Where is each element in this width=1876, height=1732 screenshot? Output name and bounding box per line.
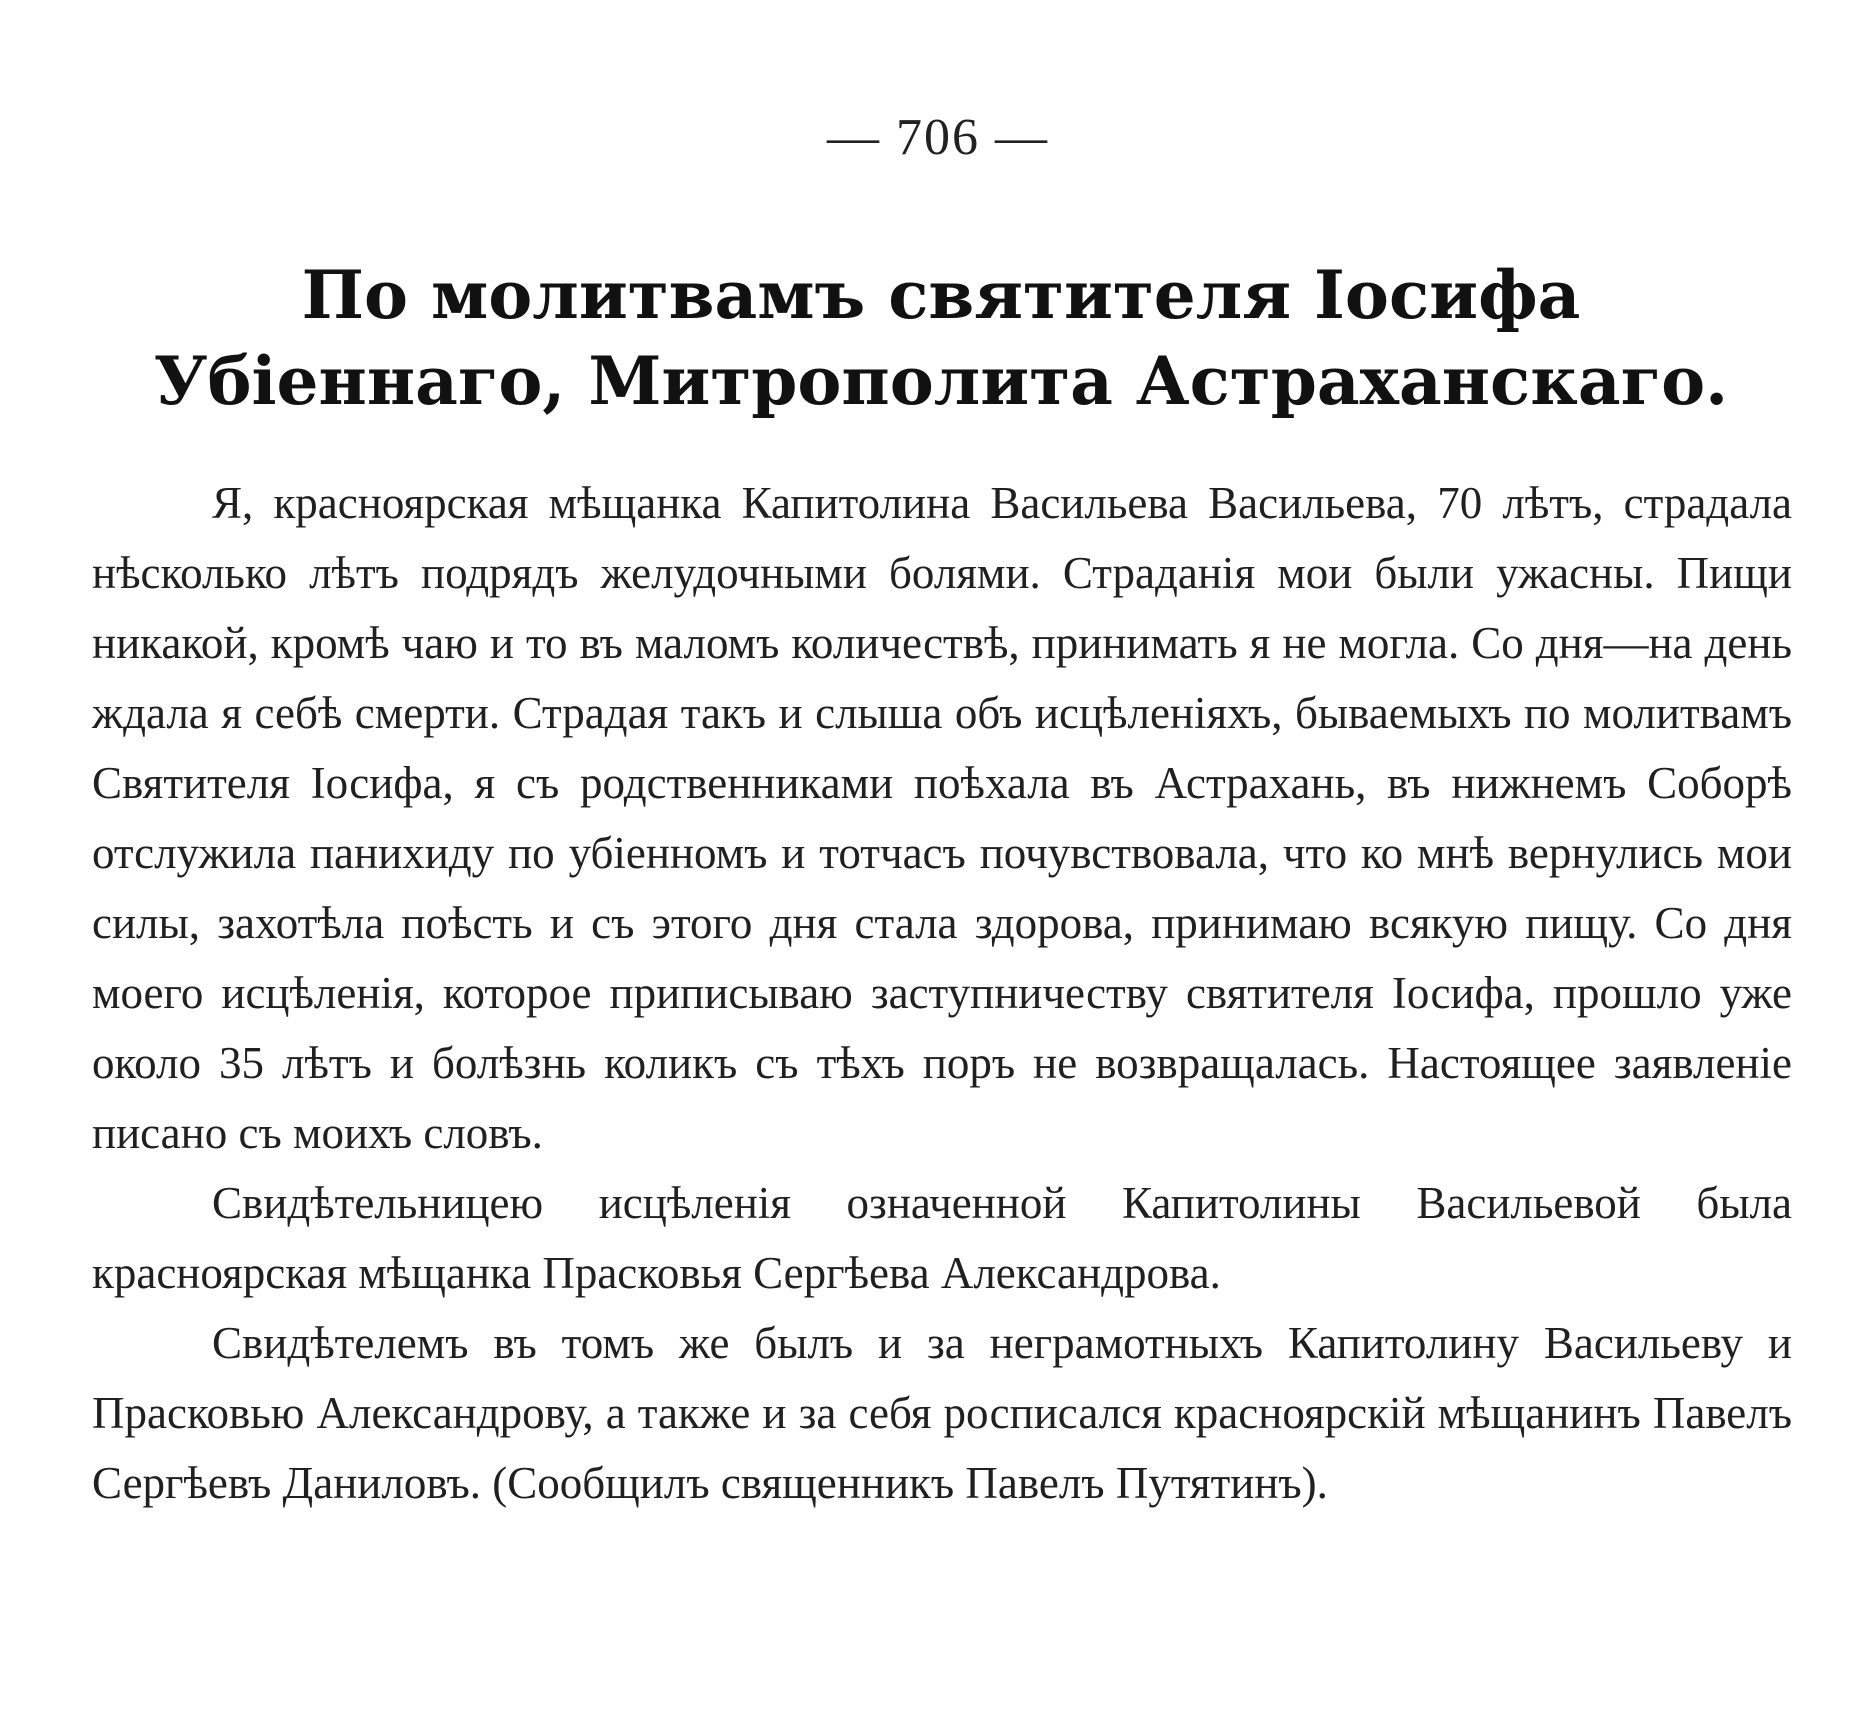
page-number: — 706 — — [827, 109, 1049, 166]
paragraph-signatory: Свидѣтелемъ въ томъ же былъ и за неграмотныхъ Капитолину Васильеву и Прасковью Александрову, а также и за себя росписался красноярскій мѣщанинъ Павелъ Сергѣевъ Даниловъ. (Сообщилъ священникъ Павелъ Путятинъ). — [92, 1318, 1792, 1508]
paragraph-testimony: Я, красноярская мѣщанка Капитолина Васильева Васильева, 70 лѣтъ, страдала нѣсколько лѣтъ подрядъ желудочными болями. Страданія мои были ужасны. Пищи никакой, кромѣ чаю и то въ маломъ количествѣ, принимать я не могла. Со дня—на день ждала я себѣ смерти. Страдая такъ и слыша объ исцѣленіяхъ, бываемыхъ по молитвамъ Святителя Іосифа, я съ родственниками поѣхала въ Астрахань, въ нижнемъ Соборѣ отслужила панихиду по убіенномъ и тотчасъ почувствовала, что ко мнѣ вернулись мои силы, захотѣла поѣсть и съ этого дня стала здорова, принимаю всякую пищу. Со дня моего исцѣленія, которое приписываю заступничеству святителя Іосифа, прошло уже около 35 лѣтъ и болѣзнь коликъ съ тѣхъ поръ не возвращалась. Настоящее заявленіе писано съ моихъ словъ. — [92, 478, 1792, 1158]
article-body — [92, 468, 1792, 1518]
paragraph-witness: Свидѣтельницею исцѣленія означенной Капитолины Васильевой была красноярская мѣщанка Прасковья Сергѣева Александрова. — [92, 1178, 1792, 1298]
article-title: По молитвамъ святителя Іосифа Убіеннаго, Митрополита Астраханскаго. — [153, 256, 1729, 420]
